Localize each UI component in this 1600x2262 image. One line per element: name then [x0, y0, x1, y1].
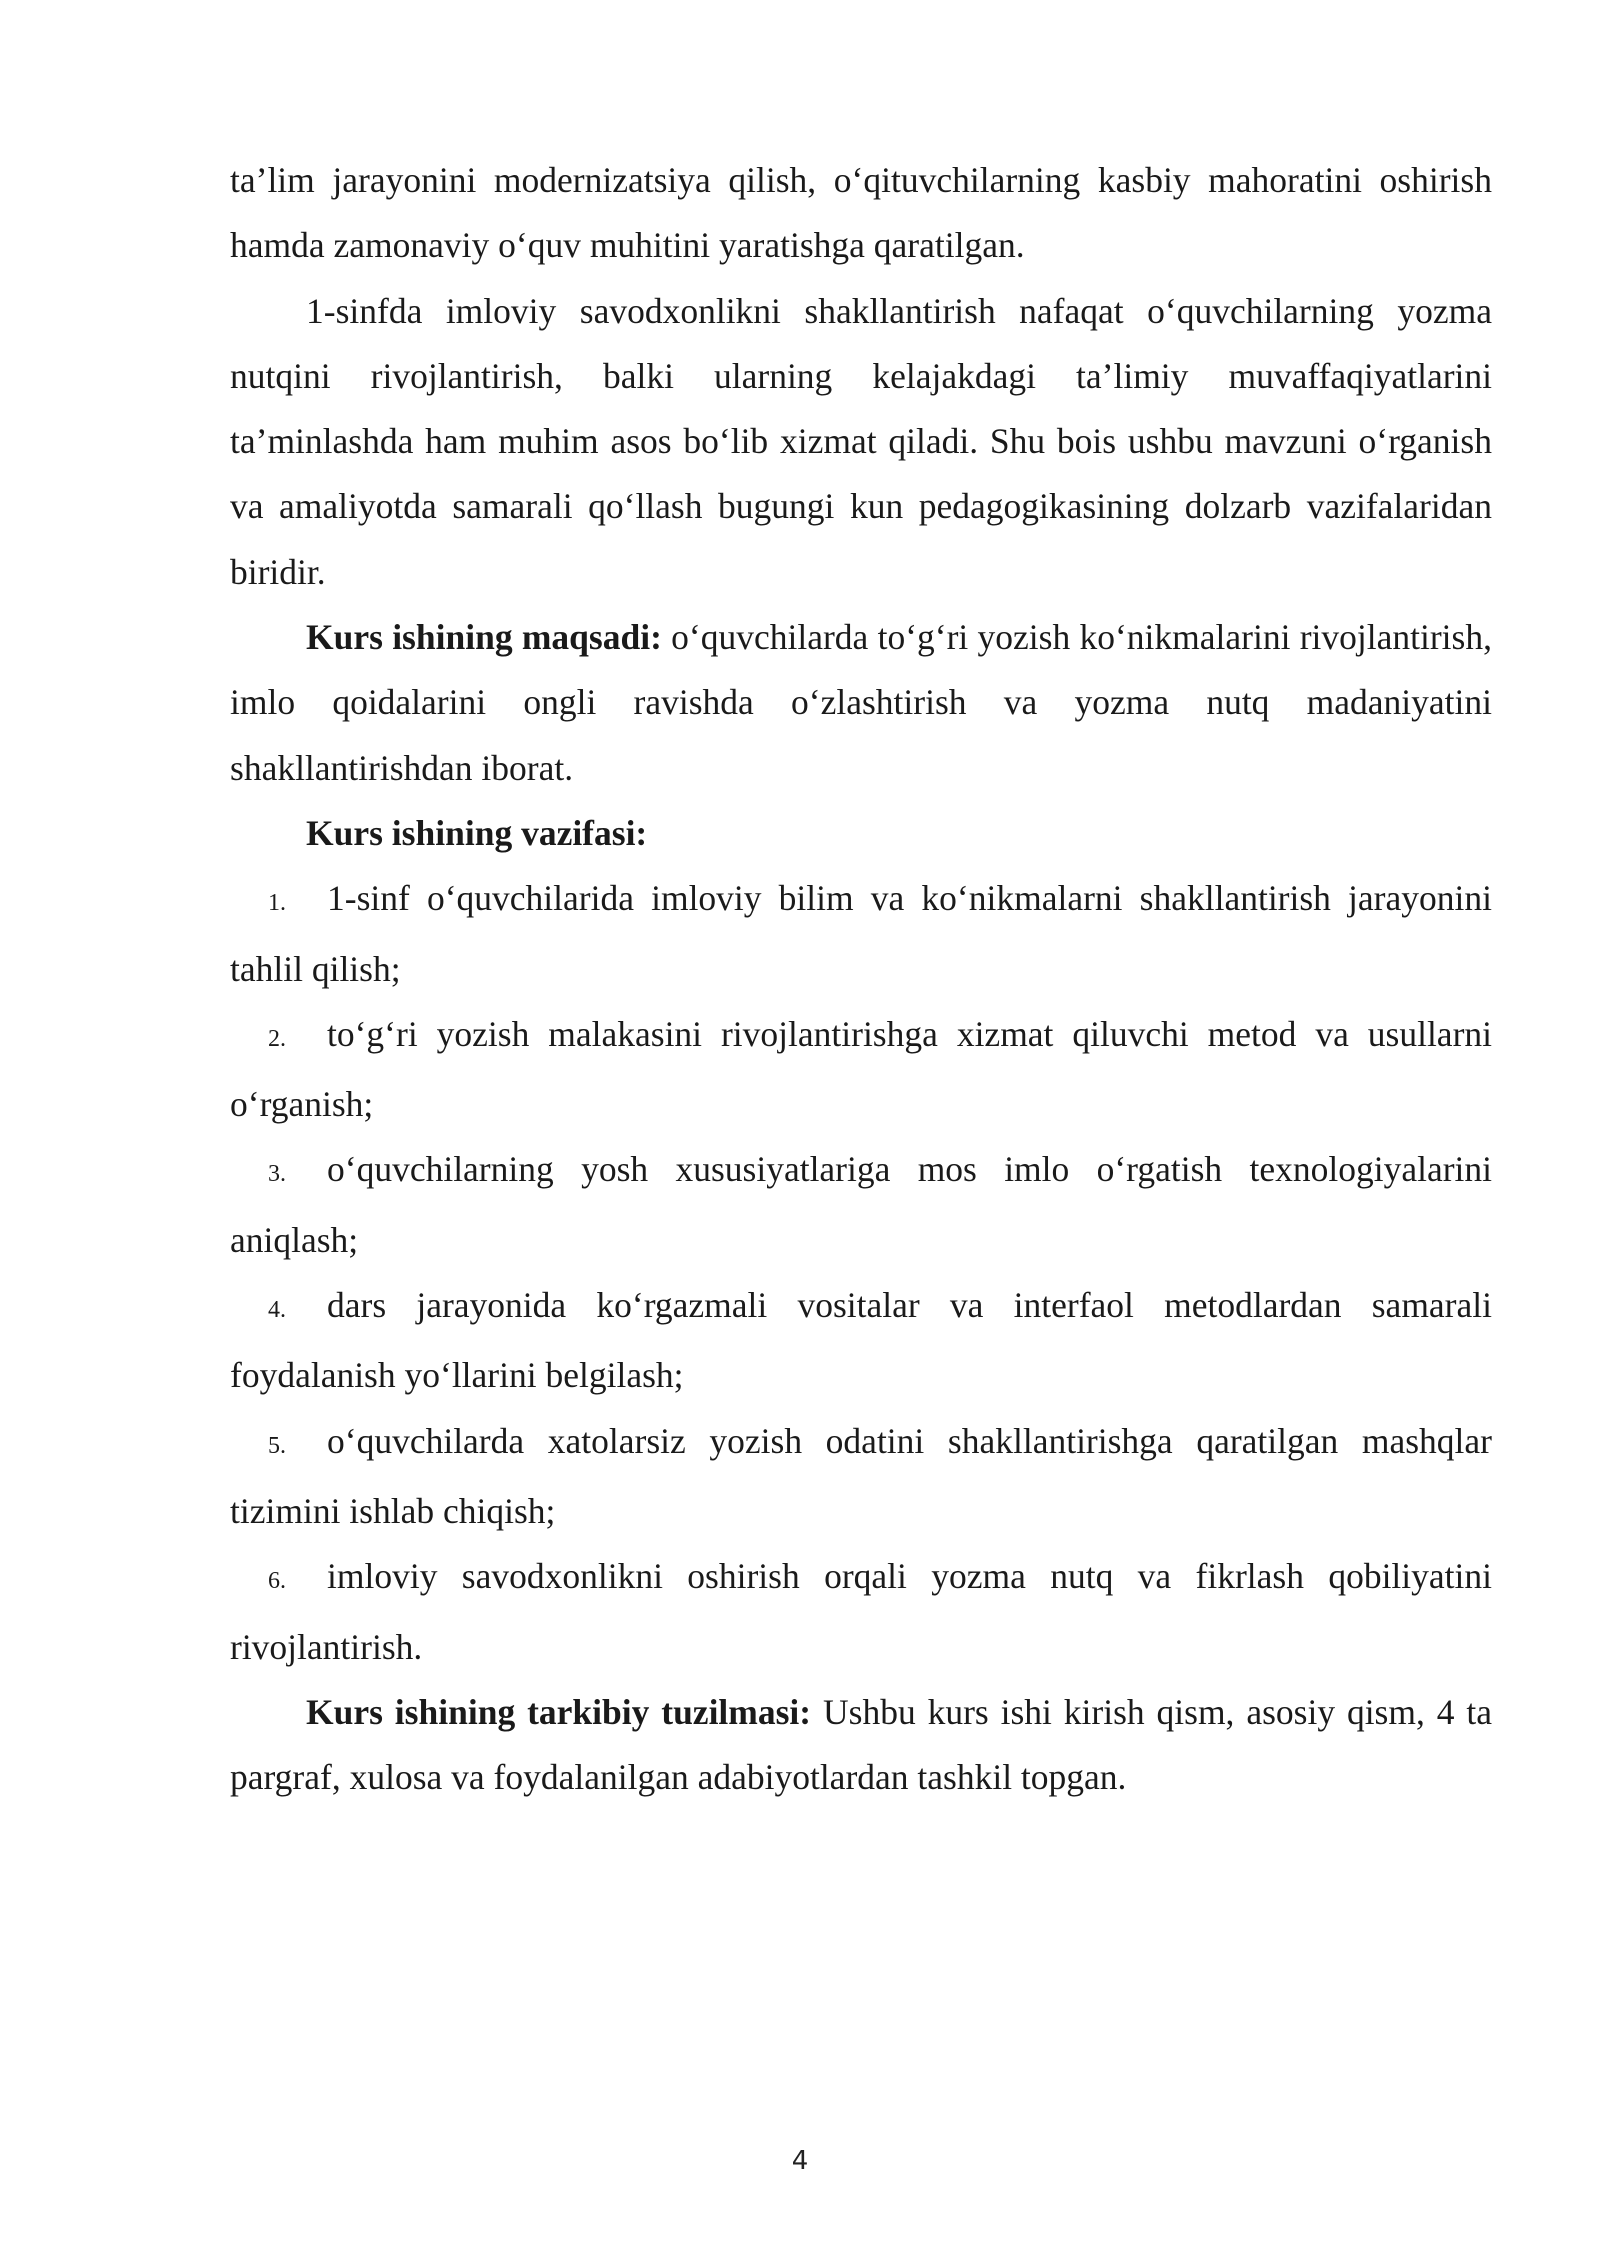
list-item-text: o‘quvchilarning yosh xususiyatlariga mos imlo o‘rgatish texnologiyalarini aniqlash;	[230, 1149, 1492, 1260]
page-number: 4	[791, 2146, 809, 2176]
list-item	[230, 1409, 1492, 1545]
list-item	[230, 1273, 1492, 1409]
goal-heading: Kurs ishining maqsadi:	[306, 617, 662, 658]
page-body	[230, 148, 1492, 1810]
list-item	[230, 1002, 1492, 1138]
tasks-list	[230, 866, 1492, 1680]
list-item	[230, 1137, 1492, 1273]
list-item-number: 6.	[268, 1568, 286, 1595]
list-item-number: 5.	[268, 1432, 286, 1459]
list-item-text: o‘quvchilarda xatolarsiz yozish odatini shakllantirishga qaratilgan mashqlar tizimini ishlab chiqish;	[230, 1420, 1492, 1531]
list-item-number: 2.	[268, 1025, 286, 1052]
relevance-paragraph: 1-sinfda imloviy savodxonlikni shakllantirish nafaqat o‘quvchilarning yozma nutqini rivojlantirish, balki ularning kelajakdagi ta’limiy muvaffaqiyatlarini ta’minlashda ham muhim asos bo‘lib xizmat qiladi. Shu bois ushbu mavzuni o‘rganish va amaliyotda samarali qo‘llash bugungi kun pedagogikasining dolzarb vazifalaridan biridir.	[230, 290, 1492, 592]
list-item-text: 1-sinf o‘quvchilarida imloviy bilim va ko‘nikmalarni shakllantirish jarayonini tahlil qilish;	[230, 878, 1492, 989]
intro-paragraph-continued: ta’lim jarayonini modernizatsiya qilish, o‘qituvchilarning kasbiy mahoratini oshirish hamda zamonaviy o‘quv muhitini yaratishga qaratilgan.	[230, 160, 1492, 266]
list-item	[230, 866, 1492, 1002]
structure-paragraph	[230, 1680, 1492, 1811]
list-item	[230, 1544, 1492, 1680]
list-item-number: 1.	[268, 890, 286, 917]
structure-heading: Kurs ishining tarkibiy tuzilmasi:	[306, 1691, 812, 1732]
list-item-text: dars jarayonida ko‘rgazmali vositalar va interfaol metodlardan samarali foydalanish yo‘llarini belgilash;	[230, 1285, 1492, 1396]
goal-text: o‘quvchilarda to‘g‘ri yozish ko‘nikmalarini rivojlantirish, imlo qoidalarini ongli ravishda o‘zlashtirish va yozma nutq madaniyatini shakllantirishdan iborat.	[230, 617, 1492, 788]
goal-paragraph	[230, 605, 1492, 801]
list-item-number: 3.	[268, 1161, 286, 1188]
structure-text: Ushbu kurs ishi kirish qism, asosiy qism, 4 ta pargraf, xulosa va foydalanilgan adabiyotlardan tashkil topgan.	[230, 1691, 1492, 1798]
tasks-heading: Kurs ishining vazifasi:	[306, 812, 648, 853]
list-item-number: 4.	[268, 1297, 286, 1324]
list-item-text: to‘g‘ri yozish malakasini rivojlantirishga xizmat qiluvchi metod va usullarni o‘rganish;	[230, 1013, 1492, 1125]
list-item-text: imloviy savodxonlikni oshirish orqali yozma nutq va fikrlash qobiliyatini rivojlantirish.	[230, 1556, 1492, 1667]
